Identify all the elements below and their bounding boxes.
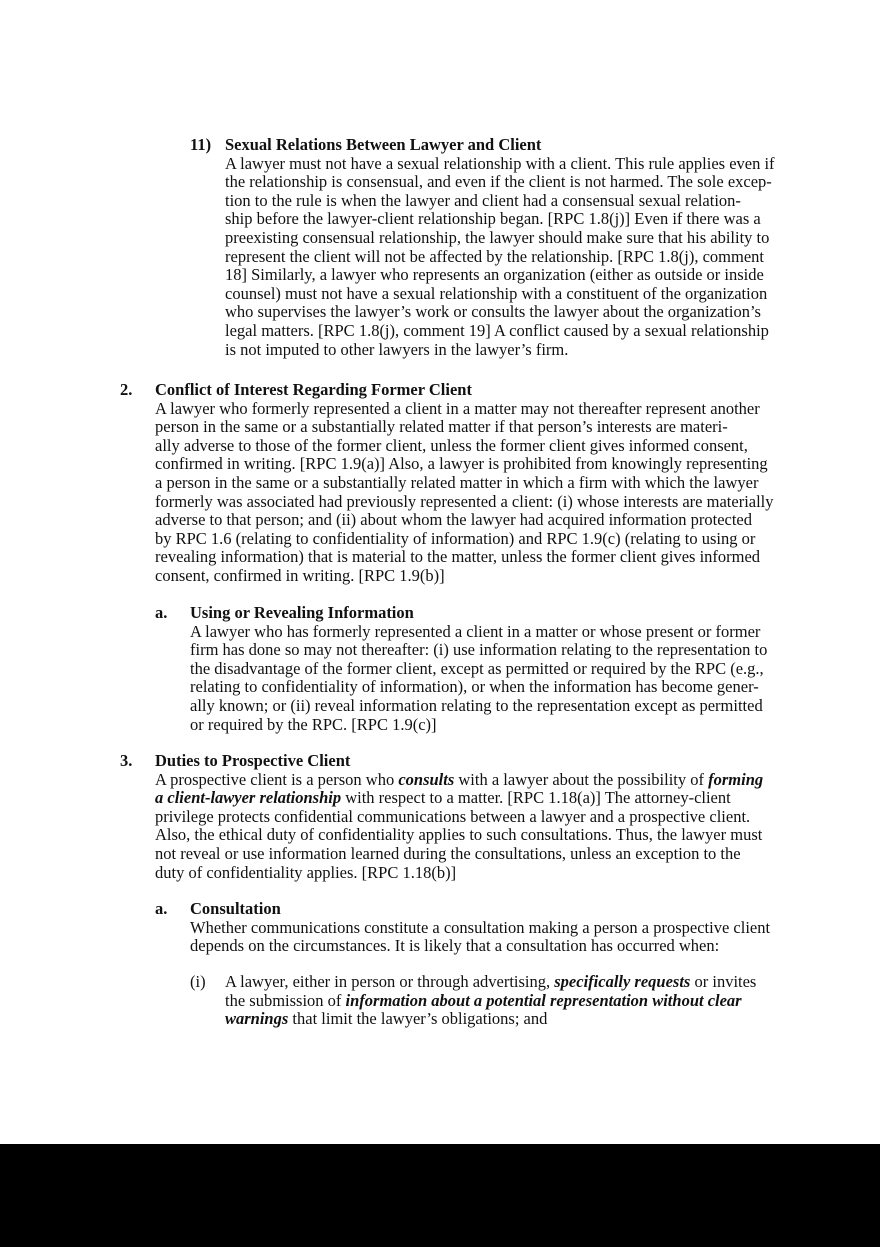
text-line: Whether communications constitute a consultation making a person a prospective client	[190, 917, 771, 937]
text-line: relating to confidentiality of information), or when the information has become gener-	[190, 677, 759, 697]
text-line: privilege protects confidential communications between a lawyer and a prospective client.	[155, 806, 751, 826]
text-line: formerly was associated had previously represented a client: (i) whose interests are materially	[155, 491, 774, 511]
text-line: A lawyer who formerly represented a client in a matter may not thereafter represent another	[155, 398, 760, 418]
section-marker: 3.	[120, 751, 133, 770]
section-heading: Using or Revealing Information	[190, 603, 414, 622]
text-run: the submission of	[225, 990, 346, 1010]
text-line: tion to the rule is when the lawyer and client had a consensual sexual relation-	[225, 190, 741, 210]
section-heading: Duties to Prospective Client	[155, 751, 351, 770]
text-line: represent the client will not be affected by the relationship. [RPC 1.8(j), comment	[225, 246, 765, 266]
text-line: not reveal or use information learned during the consultations, unless an exception to the	[155, 843, 741, 863]
text-line: depends on the circumstances. It is likely that a consultation has occurred when:	[190, 936, 720, 956]
text-line: the relationship is consensual, and even if the client is not harmed. The sole excep-	[225, 172, 772, 192]
text-line: ship before the lawyer-client relationship began. [RPC 1.8(j)] Even if there was a	[225, 209, 761, 229]
text-run: A lawyer, either in person or through advertising,	[225, 972, 555, 991]
text-run: with respect to a matter. [RPC 1.18(a)] The attorney-client	[341, 788, 731, 808]
bottom-black-bar	[0, 1144, 880, 1247]
section-marker: a.	[155, 899, 168, 918]
emphasis-text: forming	[708, 769, 764, 789]
text-line: firm has done so may not thereafter: (i) use information relating to the representation to	[190, 640, 768, 660]
text-run: A prospective client is a person who	[155, 769, 399, 789]
text-line: who supervises the lawyer’s work or consults the lawyer about the organization’s	[225, 302, 761, 322]
text-line: preexisting consensual relationship, the lawyer should make sure that his ability to	[225, 227, 770, 247]
text-line: person in the same or a substantially related matter if that person’s interests are materi-	[155, 417, 728, 437]
text-line: 18] Similarly, a lawyer who represents an organization (either as outside or inside	[225, 265, 764, 285]
section-marker: a.	[155, 603, 168, 622]
text-line	[225, 992, 756, 1011]
section-marker: 2.	[120, 380, 133, 399]
text-line	[155, 789, 763, 808]
text-line: or required by the RPC. [RPC 1.9(c)]	[190, 714, 437, 734]
text-line: A lawyer who has formerly represented a client in a matter or whose present or former	[190, 621, 761, 641]
text-run: that limit the lawyer’s obligations; and	[288, 1009, 548, 1029]
emphasis-text: specifically requests	[554, 972, 691, 991]
text-line: confirmed in writing. [RPC 1.9(a)] Also, a lawyer is prohibited from knowingly representing	[155, 454, 768, 474]
text-line: the disadvantage of the former client, except as permitted or required by the RPC (e.g.,	[190, 658, 764, 678]
text-line: counsel) must not have a sexual relationship with a constituent of the organization	[225, 283, 768, 303]
text-line: consent, confirmed in writing. [RPC 1.9(b)]	[155, 565, 445, 585]
text-run: or invites	[690, 972, 757, 991]
emphasis-text: warnings	[225, 1009, 289, 1029]
text-line: is not imputed to other lawyers in the lawyer’s firm.	[225, 339, 569, 359]
emphasis-text: information about a potential representation without clear	[345, 990, 742, 1010]
text-line: adverse to that person; and (ii) about whom the lawyer had acquired information protected	[155, 510, 753, 530]
section-heading: Conflict of Interest Regarding Former Client	[155, 380, 472, 399]
text-line: Also, the ethical duty of confidentiality applies to such consultations. Thus, the lawyer must	[155, 825, 763, 845]
text-line: by RPC 1.6 (relating to confidentiality of information) and RPC 1.9(c) (relating to using or	[155, 528, 756, 548]
section-heading: Sexual Relations Between Lawyer and Client	[225, 135, 542, 154]
text-line: a person in the same or a substantially related matter in which a firm with which the lawyer	[155, 472, 759, 492]
text-line: legal matters. [RPC 1.8(j), comment 19] A conflict caused by a sexual relationship	[225, 320, 769, 340]
list-marker: (i)	[190, 972, 206, 991]
text-line: A lawyer must not have a sexual relationship with a client. This rule applies even if	[225, 153, 775, 173]
text-line: ally known; or (ii) reveal information relating to the representation except as permitted	[190, 695, 763, 715]
emphasis-text: a client-lawyer relationship	[155, 788, 342, 808]
section-marker: 11)	[190, 135, 212, 154]
section-heading: Consultation	[190, 899, 281, 918]
emphasis-text: consults	[398, 769, 455, 789]
text-line: revealing information) that is material to the matter, unless the former client gives informed	[155, 547, 761, 567]
text-line	[225, 973, 756, 992]
text-line: ally adverse to those of the former client, unless the former client gives informed consent,	[155, 435, 748, 455]
text-line: duty of confidentiality applies. [RPC 1.18(b)]	[155, 862, 457, 882]
text-line	[155, 771, 763, 790]
text-line	[225, 1010, 756, 1029]
text-run: with a lawyer about the possibility of	[454, 769, 709, 789]
